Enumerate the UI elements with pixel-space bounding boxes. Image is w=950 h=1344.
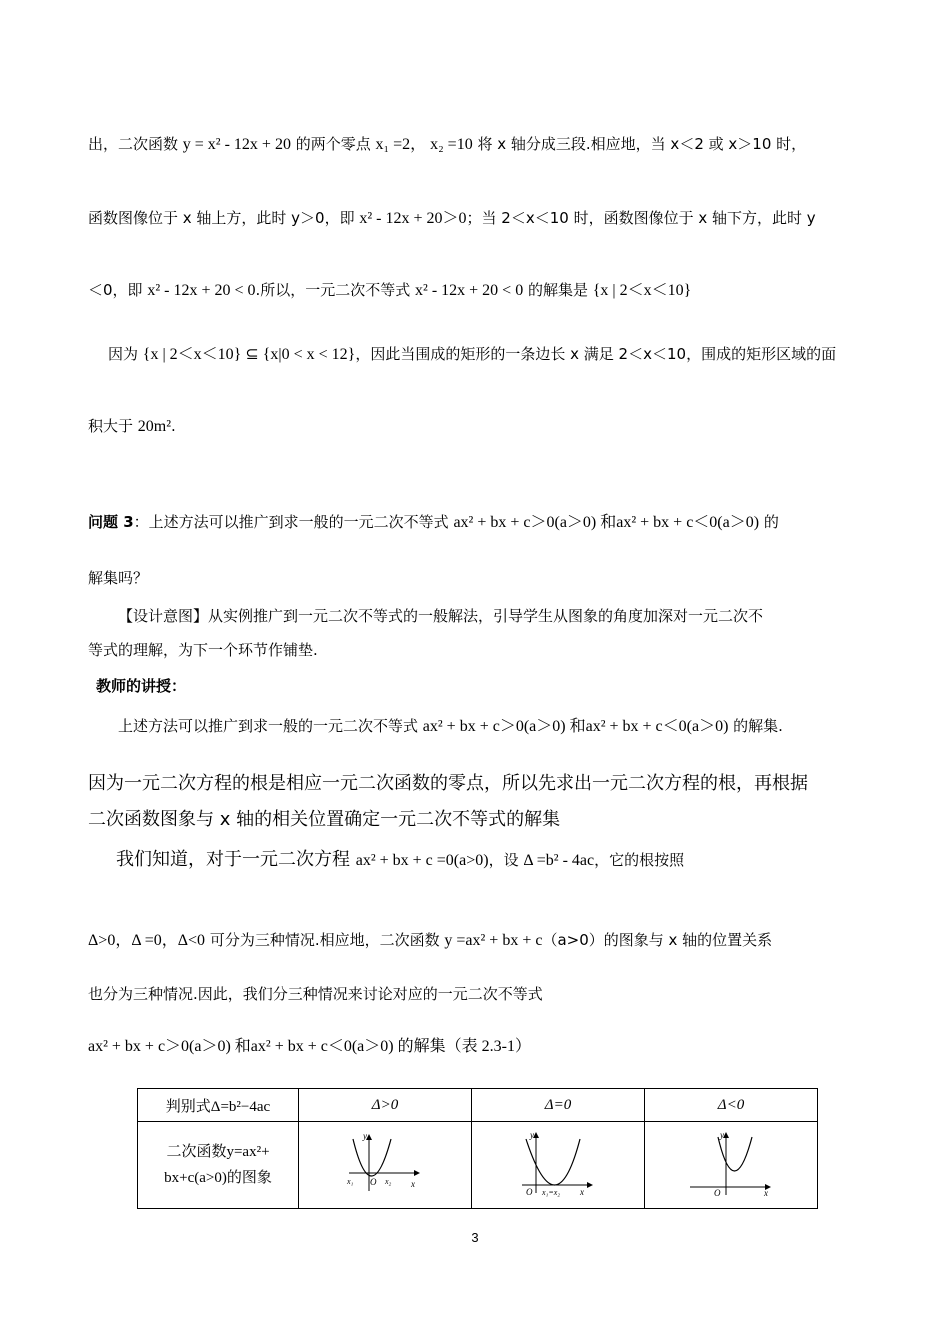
teacher-line2: 因为一元二次方程的根是相应一元二次函数的零点，所以先求出一元二次方程的根，再根据 (88, 773, 808, 794)
teacher-heading: 教师的讲授： (96, 677, 187, 695)
question-label: 问题 3 (88, 513, 134, 531)
para1-line5 (88, 416, 176, 437)
parabola-curve (526, 1139, 580, 1185)
origin-label: O (370, 1176, 377, 1187)
text: ，因此当围成的矩形的一条边长 x 满足 2＜x＜10，围成的矩形区域的面 (355, 345, 837, 363)
para1-line3 (88, 280, 691, 301)
design-intent-line1 (118, 606, 763, 626)
teacher-line3: 二次函数图象与 x 轴的相关位置确定一元二次不等式的解集 (88, 809, 561, 830)
function: y =ax² + bx + c (444, 932, 543, 949)
parabola-two-roots-graph (345, 1129, 425, 1197)
equation: x² - 12x + 20＞0 (359, 210, 467, 227)
text: ，它的根按照 (594, 851, 685, 869)
equation: ax² + bx + c＞0(a＞0) 和ax² + bx + c＜0(a＞0) (422, 718, 729, 735)
x2-label: x₂ (385, 1176, 392, 1186)
teacher-line6: 也分为三种情况.因此，我们分三种情况来讨论对应的一元二次不等式 (88, 985, 543, 1003)
text: （a>0）的图象与 x 轴的位置关系 (542, 931, 773, 949)
discriminant: Δ =b² - 4ac (523, 852, 595, 869)
graph-cell-delta-negative (645, 1122, 818, 1209)
teacher-line4 (116, 848, 684, 873)
text: 的解集是 (523, 281, 593, 299)
x1-x2-label: x₁=x₂ (542, 1187, 561, 1197)
text: 函数图像位于 x 轴上方，此时 y＞0，即 (88, 209, 360, 227)
text: 上述方法可以推广到求一般的一元二次不等式 (118, 717, 423, 735)
equation: x² - 12x + 20 < 0 (415, 282, 524, 299)
teacher-line7 (88, 1036, 531, 1057)
text: 我们知道，对于一元二次方程 (116, 849, 356, 870)
x-label: x (411, 1178, 415, 1189)
question3-line1 (88, 512, 779, 533)
text: 出，二次函数 (88, 135, 183, 153)
text: ；当 2＜x＜10 时，函数图像位于 x 轴下方，此时 y (466, 209, 816, 227)
delta-cases: Δ>0，Δ =0，Δ<0 (88, 932, 206, 949)
text: ：上述方法可以推广到求一般的一元二次不等式 (133, 513, 454, 531)
text: ，设 (488, 851, 524, 869)
text: 解集吗？ (88, 569, 149, 587)
header-delta-positive: Δ>0 (299, 1089, 472, 1122)
roots: x₁ =2， x₂ =10 (375, 136, 473, 153)
text: 积大于 (88, 417, 138, 435)
question3-line2 (88, 568, 148, 588)
text: . (171, 417, 176, 435)
text: 将 x 轴分成三段.相应地，当 x＜2 或 x＞10 时， (472, 135, 807, 153)
parabola-curve (718, 1137, 752, 1171)
table-graph-row (138, 1122, 818, 1209)
design-intent-line2 (88, 640, 318, 660)
para1-line1 (88, 134, 806, 155)
table-header-row (138, 1089, 818, 1122)
header-delta-zero: Δ=0 (472, 1089, 645, 1122)
area: 20m² (137, 418, 172, 435)
text: 从实例推广到一元二次不等式的一般解法，引导学生从图象的角度加深对一元二次不 (208, 607, 764, 625)
y-label: y (363, 1130, 367, 1141)
set-inclusion: {x | 2＜x＜10} ⊆ {x|0 < x < 12} (142, 346, 356, 363)
text: 因为 (108, 345, 143, 363)
text: 的两个零点 (290, 135, 376, 153)
text: 的解集. (728, 717, 783, 735)
page-number: 3 (471, 1230, 479, 1245)
equation: ax² + bx + c＞0(a＞0) 和ax² + bx + c＜0(a＞0) (88, 1038, 394, 1055)
origin-label: O (714, 1187, 721, 1197)
text: 的 (759, 513, 779, 531)
equation: y = x² - 12x + 20 (182, 136, 291, 153)
x1-label: x₁ (347, 1176, 354, 1186)
x-label: x (580, 1186, 584, 1197)
para1-line4 (108, 344, 836, 365)
text: .所以，一元二次不等式 (255, 281, 416, 299)
parabola-curve (353, 1139, 391, 1176)
teacher-line5 (88, 930, 772, 951)
equation: ax² + bx + c＞0(a＞0) 和ax² + bx + c＜0(a＞0) (453, 514, 760, 531)
y-label: y (720, 1129, 724, 1140)
text: 可分为三种情况.相应地，二次函数 (205, 931, 445, 949)
origin-label: O (526, 1186, 533, 1197)
x-label: x (764, 1187, 768, 1197)
row-label-line1: 二次函数y=ax²+ (166, 1144, 270, 1160)
graph-cell-delta-positive (299, 1122, 472, 1209)
text: 的解集（表 2.3-1） (393, 1038, 531, 1055)
para1-line2 (88, 208, 816, 229)
y-label: y (530, 1129, 534, 1140)
parabola-one-root-graph (518, 1129, 598, 1197)
solution-set: {x | 2＜x＜10} (592, 282, 692, 299)
header-discriminant: 判别式Δ=b²−4ac (138, 1089, 299, 1122)
discriminant-table (137, 1088, 818, 1209)
header-delta-negative: Δ<0 (645, 1089, 818, 1122)
graph-cell-delta-zero (472, 1122, 645, 1209)
text: 等式的理解，为下一个环节作铺垫. (88, 641, 318, 659)
row-label-line2: bx+c(a>0)的图象 (164, 1170, 272, 1186)
equation: x² - 12x + 20 < 0 (147, 282, 256, 299)
label: 【设计意图】 (118, 607, 209, 625)
equation: ax² + bx + c =0(a>0) (355, 852, 489, 869)
row-label-cell (138, 1122, 299, 1209)
parabola-no-root-graph (686, 1129, 776, 1197)
text: ＜0，即 (88, 281, 148, 299)
teacher-line1 (118, 716, 783, 737)
